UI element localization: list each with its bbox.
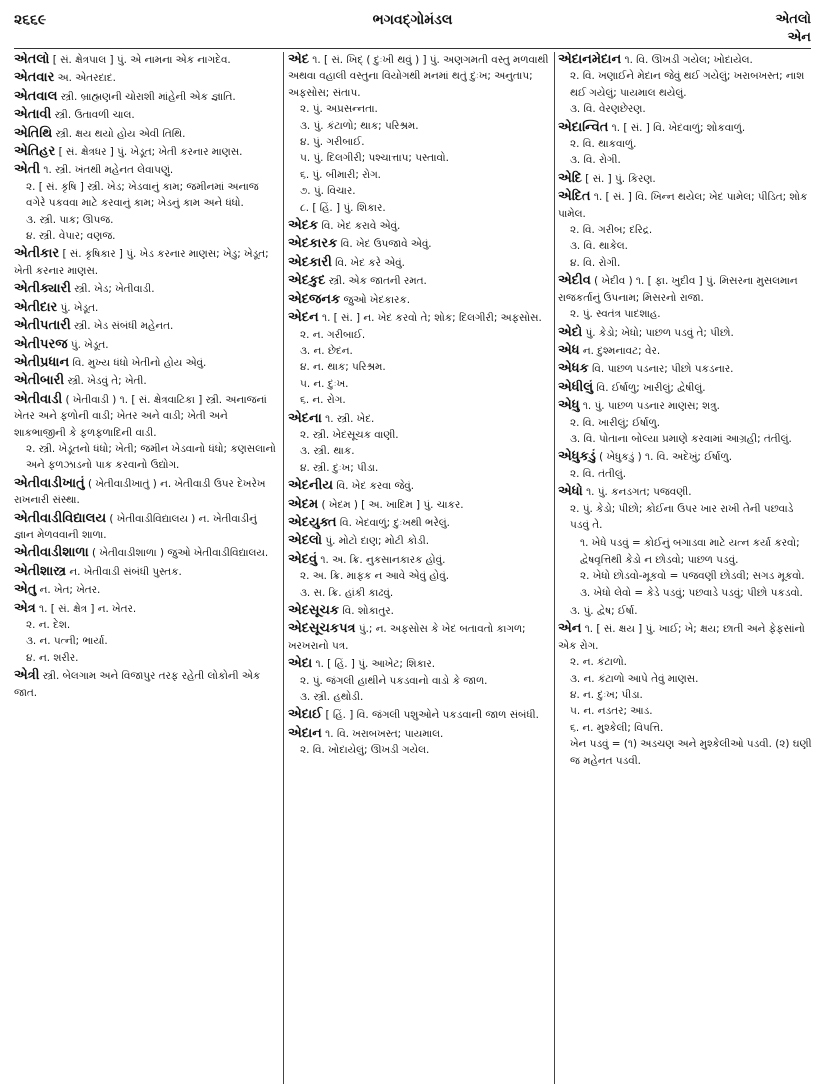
sub-sense: ૪. ન. શરીર. — [26, 651, 79, 664]
sub-sense: ૩. ખેધો લેવો = કેડે પડવું; પછવાડે પડવું; પીછો પકડવો. — [580, 586, 803, 599]
definition: ( ખેદમ ) [ અ. ખાદિમ ] પું. ચાકર. — [321, 498, 464, 511]
headword: એદન — [288, 310, 319, 326]
dictionary-entry — [558, 603, 814, 619]
sub-sense: ૩. વિ. રોગી. — [570, 154, 621, 167]
headword: એત્રી — [14, 668, 40, 684]
headword: એદનીય — [288, 478, 334, 494]
dictionary-entry — [558, 398, 814, 447]
sub-sense: ૩. ન. પત્ની; ભાર્યા. — [26, 635, 108, 648]
headword: એતલો — [14, 52, 50, 67]
sub-sense: ૪. ન. દુઃખ; પીડા. — [570, 689, 643, 702]
sub-sense: ૨. વિ. ગરીબ; દરિદ્ર. — [570, 224, 653, 237]
headword: એતીક્યારી — [14, 281, 71, 297]
dictionary-entry — [558, 535, 814, 601]
headword: એદિ — [558, 170, 582, 186]
sub-sense: ૨. વિ. ખોદાયેલું; ઊખડી ગયેલ. — [300, 744, 430, 757]
header-rule — [14, 48, 811, 49]
column-2 — [288, 52, 550, 1086]
definition: [ સં. ક્ષેત્રપાલ ] પું. એ નામના એક નાગદેવ. — [52, 54, 231, 66]
definition: સ્ત્રી. ક્ષય થયો હોય એવી તિથિ. — [55, 127, 186, 140]
definition: ન. ખેતીવાડી સંબંધી પુસ્તક. — [69, 565, 182, 578]
headword: એદાન્વિત — [558, 119, 609, 135]
definition: ૧. સ્ત્રી. ખેદ. — [325, 412, 375, 425]
dictionary-entry — [288, 236, 550, 252]
dictionary-entry — [558, 484, 814, 533]
sub-sense: ૪. વિ. રોગી. — [570, 256, 621, 269]
dictionary-entry — [288, 707, 550, 723]
definition: વિ. પાછળ પડનાર; પીછો પકડનાર. — [592, 363, 734, 376]
headword: એદસૂચકપત્ર — [288, 621, 356, 637]
definition: ૧. [ સં. ખિદ્ ( દુઃખી થવું ) ] પું. અણગમતી વસ્તુ મળવાથી અથવા વહાલી વસ્તુના વિયોગથી મનમાં થતું દુઃખ; અનુતાપ; અફસોસ; સંતાપ. — [288, 54, 549, 99]
headword: એતીબારી — [14, 373, 65, 389]
dictionary-entry — [288, 255, 550, 271]
dictionary-entry — [14, 373, 278, 389]
definition: વિ. ખેદ કરવા જેવું. — [336, 480, 415, 493]
definition: ૧. [ સં. ] વિ. ખિન્ન થયેલ; ખેદ પામેલ; પીડિત; શોક પામેલ. — [558, 191, 808, 220]
dictionary-entry — [558, 621, 814, 769]
sub-sense: ૩. વિ. વેરણછેરણ. — [570, 103, 646, 116]
headword: એધક — [558, 361, 589, 377]
dictionary-entry — [288, 603, 550, 619]
sub-sense: ૩. પું. કંટાળો; થાક; પરિશ્રમ. — [300, 119, 419, 132]
definition: ૧. વિ. ખરાબખસ્ત; પાયમાલ. — [325, 727, 444, 740]
sub-sense: ૨. વિ. તંતીલું. — [570, 467, 627, 480]
headword: એદીવ — [558, 273, 591, 289]
sub-sense: ૧. ખેધે પડવું = કોઈનું બગાડવા માટે યત્ન કર્યા કરવો; દ્વેષવૃત્તિથી કેડો ન છોડવો; પાછળ પડવું. — [580, 537, 800, 566]
sub-sense: ૪. સ્ત્રી. વેપાર; વણજ. — [26, 230, 116, 243]
sub-sense: ૨. વિ. ખણાઈને મેદાન જેવું થઈ ગયેલું; ખરાબખસ્ત; નાશ થઈ ગયેલું; પાયમાલ થયેલું. — [570, 70, 805, 99]
definition: વિ. ઈર્ષાળુ; ખારીલું; દ્વેષીલું. — [596, 381, 706, 394]
dictionary-entry — [288, 621, 550, 654]
definition: જુઓ ખેદકારક. — [343, 293, 411, 306]
sub-sense: ૮. [ હિં. ] પું. શિકાર. — [300, 201, 386, 214]
definition: ૧. પું. કનડગત; પજવણી. — [586, 486, 692, 499]
headword: એતીવાડીવિદ્યાલય — [14, 510, 107, 526]
headword: એતીકાર — [14, 246, 60, 262]
definition: ( ખેતીવાડી ) ૧. [ સં. ક્ષેત્રવાટિકા ] સ્ત્રી. અનાજનાં ખેતર અને ફળોની વાડી; ખેતર અને વાડી; ખેતી અને શાકભાજીની કે ફળફળાદિની વાડી. — [14, 393, 267, 439]
dictionary-entry — [14, 281, 278, 297]
definition: ( ખેદીવ ) ૧. [ ફા. ખુદીવ ] પું. મિસરના મુસલમાન રાજકર્તાનું ઉપનામ; મિસરનો રાજા. — [558, 275, 798, 304]
headword: એદકુદ — [288, 273, 326, 289]
headword: એદ — [288, 52, 309, 67]
dictionary-entry — [288, 52, 550, 216]
sub-sense: ૨. પું. અપ્રસન્નતા. — [300, 103, 378, 116]
sub-sense: ૨. વિ. ખારીલું; ઈર્ષાળુ. — [570, 416, 661, 429]
definition: [ હિં. ] વિ. જંગલી પશુઓને પકડવાની જાળ સંબંધી. — [325, 709, 539, 722]
definition: ૧. [ સં. ] વિ. ખેદવાળું; શોકવાળું. — [611, 121, 746, 134]
headword: એદસૂચક — [288, 603, 340, 618]
sub-sense: ૪. પું. ગરીબાઈ. — [300, 136, 365, 149]
dictionary-entry — [14, 337, 278, 353]
headword: એદક — [288, 218, 319, 234]
dictionary-entry — [288, 292, 550, 308]
column-divider — [283, 52, 284, 1084]
dictionary-entry — [14, 126, 278, 142]
definition: ( ખેતીવાડીવિદ્યાલય ) ન. ખેતીવાડીનું જ્ઞાન મેળવવાની શાળા. — [14, 512, 257, 541]
sub-sense: ૩. સ્ત્રી. થાક. — [300, 445, 355, 458]
headword: એદકારક — [288, 236, 338, 252]
dictionary-entry — [288, 515, 550, 531]
sub-sense: ૨. વિ. થાકવાળું. — [570, 138, 637, 151]
headword: એતીવાડી — [14, 391, 63, 407]
definition: ન. ખેત; ખેતર. — [39, 584, 101, 597]
headword: એદિત — [558, 189, 591, 205]
definition: ૧. [ સં. ] ન. ખેદ કરવો તે; શોક; દિલગીરી; અફસોસ. — [321, 312, 542, 325]
dictionary-entry — [558, 361, 814, 377]
definition: પું. ખેડૂત. — [70, 338, 109, 351]
definition: પું.; ન. અફસોસ કે ખેદ બતાવતો કાગળ; ખરખરાનો પત્ર. — [288, 623, 526, 652]
definition: વિ. ખેદ કરાવે એવું. — [321, 220, 401, 233]
sub-sense: ૨. ન. કંટાળો. — [570, 656, 627, 669]
dictionary-entry — [14, 355, 278, 371]
dictionary-entry — [288, 411, 550, 477]
sub-sense: ૪. સ્ત્રી. દુઃખ; પીડા. — [300, 461, 379, 474]
column-1 — [14, 52, 278, 1086]
sub-sense: ૩. વિ. થાકેલ. — [570, 240, 628, 253]
dictionary-entry — [14, 70, 278, 86]
dictionary-entry — [14, 392, 278, 474]
sub-sense: ૩. સ્ત્રી. હથોડી. — [300, 691, 364, 704]
headword: એદાનમેદાન — [558, 52, 622, 67]
headword: એતિથિ — [14, 125, 53, 141]
headword: એતીવાડીખાતું — [14, 475, 85, 491]
headword: એતવાર — [14, 70, 55, 86]
definition: સ્ત્રી. એક જાતની રમત. — [328, 275, 427, 288]
sub-sense: ૨. અ. ક્રિ. માફક ન આવે એવું હોવું. — [300, 570, 450, 583]
headword: એદા — [288, 656, 313, 672]
definition: વિ. મુખ્ય ધંધો ખેતીનો હોય એવું. — [72, 356, 207, 369]
definition: સ્ત્રી. ખેડ; ખેતીવાડી. — [74, 283, 155, 296]
dictionary-entry — [14, 318, 278, 334]
headword: એદના — [288, 410, 322, 426]
sub-sense: ૨. પું. કેડો; પીછો; કોઈના ઉપર ખાર રાખી તેની પછવાડે પડવું તે. — [570, 502, 794, 531]
definition: સ્ત્રી. ખેડ સંબંધી મહેનત. — [74, 320, 174, 333]
definition: પું. મોટો દાણ; મોટી કોડી. — [325, 535, 429, 548]
definition: ન. દુશ્મનાવટ; વેર. — [582, 344, 661, 357]
dictionary-entry — [288, 218, 550, 234]
dictionary-entry — [14, 668, 278, 701]
headword: એતી — [14, 162, 41, 178]
headword: એધુકડું — [558, 449, 596, 465]
definition: ( ખેતીવાડીશાળા ) જુઓ ખેતીવાડીવિદ્યાલય. — [92, 547, 269, 560]
definition: ( ખેતીવાડીખાતું ) ન. ખેતીવાડી ઉપર દેખરેખ રાખનારી સંસ્થા. — [14, 477, 266, 507]
dictionary-entry — [14, 545, 278, 561]
dictionary-entry — [288, 533, 550, 549]
dictionary-entry — [558, 380, 814, 396]
headword: એદાન — [288, 725, 322, 741]
column-divider — [554, 52, 555, 1084]
sub-sense: ૨. પું. જંગલી હાથીને પકડવાનો વાડો કે જાળ. — [300, 674, 488, 687]
dictionary-entry — [288, 726, 550, 759]
dictionary-entry — [288, 552, 550, 601]
headword: એધુ — [558, 398, 580, 414]
sub-sense: ૨. સ્ત્રી. ખેદસૂચક વાણી. — [300, 428, 399, 441]
dictionary-entry — [558, 449, 814, 482]
sub-sense: ૪. ન. થાક; પરિશ્રમ. — [300, 361, 386, 374]
headword: એદલો — [288, 533, 323, 549]
sub-sense: ૬. ન. મુશ્કેલી; વિપત્તિ. — [570, 721, 664, 734]
dictionary-entry — [288, 310, 550, 408]
dictionary-entry — [14, 476, 278, 509]
dictionary-entry — [14, 300, 278, 316]
definition: અ. એતરદાદ. — [57, 72, 116, 85]
sub-sense: ૫. ન. દુઃખ. — [300, 377, 349, 390]
definition: ૧. પું. પાછળ પડનાર માણસ; શત્રુ. — [582, 400, 720, 413]
headword: એતવાલ — [14, 88, 58, 104]
definition: [ સં. કૃષિકાર ] પું. ખેડ કરનાર માણસ; ખેડુ; ખેડૂત; ખેતી કરનાર માણસ. — [14, 248, 269, 277]
headword: એદજનક — [288, 291, 341, 307]
definition: પું. ખેડૂત. — [60, 301, 99, 314]
sub-sense: ૩. પું. દ્વેષ; ઈર્ષા. — [570, 605, 638, 617]
headword: એદયુક્ત — [288, 514, 337, 530]
dictionary-entry — [558, 120, 814, 169]
headword: એદાઈ — [288, 707, 323, 723]
dictionary-entry — [14, 582, 278, 598]
sub-sense: ૩. વિ. પોતાના બોલ્યા પ્રમાણે કરવામાં આગ્રહી; તંતીલું. — [570, 432, 792, 445]
book-title: ભગવદ્ગોમંડલ — [372, 12, 453, 28]
page-number: ૨૬૬૯ — [14, 12, 47, 28]
definition: વિ. ખેદવાળું; દુઃખથી ભરેલું. — [339, 516, 450, 529]
definition: પું. કેડો; ખેધો; પાછળ પડવું તે; પીછો. — [585, 326, 734, 339]
headword: એત્ર — [14, 600, 36, 616]
sub-sense: ૩. સ. ક્રિ. હાંકી કાઢવું. — [300, 586, 394, 599]
headword: એધીલું — [558, 379, 594, 395]
headword: એતીદાર — [14, 299, 58, 315]
dictionary-entry — [558, 273, 814, 322]
definition: વિ. શોકાતુર. — [342, 605, 394, 617]
guide-word-last: એન — [787, 30, 811, 45]
dictionary-entry — [14, 246, 278, 279]
headword: એતાવી — [14, 107, 52, 123]
definition: ૧. [ હિં. ] પું. આખેટ; શિકાર. — [315, 658, 436, 671]
headword: એતીવાડીશાળા — [14, 545, 89, 561]
sub-sense: ૫. પું. દિલગીરી; પશ્ચાત્તાપ; પસ્તાવો. — [300, 152, 449, 165]
sub-sense: ૩. સ્ત્રી. પાક; ઊપજ. — [26, 213, 114, 226]
dictionary-entry — [14, 52, 278, 68]
definition: [ સં. ] પું. કિરણ. — [585, 172, 656, 185]
definition: સ્ત્રી. બેલગામ અને વિજાપુર તરફ રહેતી લોકોની એક જાત. — [14, 670, 261, 699]
sub-sense: ૨. ન. ગરીબાઈ. — [300, 328, 366, 341]
sub-sense: ખેન પડવું = (૧) અડચણ અને મુશ્કેલીઓ પડવી. (૨) ઘણી જ મહેનત પડવી. — [570, 738, 812, 767]
sub-sense: ૫. ન. નડતર; આડ. — [570, 705, 653, 718]
dictionary-entry — [558, 189, 814, 271]
definition: ૧. વિ. ઊખડી ગયેલ; ખોદાયેલ. — [624, 54, 753, 66]
dictionary-entry — [288, 656, 550, 705]
dictionary-entry — [14, 89, 278, 105]
definition: ૧. [ સં. ક્ષેત્ર ] ન. ખેતર. — [39, 602, 137, 615]
dictionary-entry — [288, 478, 550, 494]
headword: એતીપરજ — [14, 336, 68, 352]
definition: સ્ત્રી. ઉતાવળી ચાલ. — [54, 109, 135, 122]
definition: ૧. સ્ત્રી. ખંતથી મહેનત લેવાપણું. — [43, 164, 174, 177]
sub-sense: ૨. સ્ત્રી. ખેડૂતનો ધંધો; ખેતી; જમીન ખેડવાનો ધંધો; કણસલાનો અને ફળઝાડનો પાક કરવાનો ઉદ્યોગ. — [26, 442, 276, 472]
sub-sense: ૨. ખેધો છોડવો-મૂકવો = પજવણી છોડવી; સગડ મૂકવો. — [580, 570, 805, 583]
sub-sense: ૬. પું. બીમારી; રોગ. — [300, 168, 381, 181]
headword: એદમ — [288, 496, 319, 512]
sub-sense: ૨. પું. સ્વતંત્ર પાદશાહ. — [570, 308, 661, 321]
definition: સ્ત્રી. બ્રાહ્મણની ચોરાશી માંહેની એક જ્ઞાતિ. — [60, 90, 236, 103]
headword: એધ — [558, 342, 580, 358]
dictionary-entry — [14, 144, 278, 160]
dictionary-entry — [14, 601, 278, 667]
definition: [ સં. ક્ષેત્રધર ] પું. ખેડૂત; ખેતી કરનાર માણસ. — [58, 146, 243, 159]
definition: સ્ત્રી. ખેડવું તે; ખેતી. — [67, 375, 147, 388]
definition: વિ. ખેદ કરે એવું. — [335, 256, 405, 269]
column-3 — [558, 52, 814, 1086]
dictionary-entry — [14, 162, 278, 244]
guide-word-first: એતલો — [775, 12, 811, 27]
sub-sense: ૭. પું. વિચાર. — [300, 185, 356, 198]
sub-sense: ૩. ન. છેદન. — [300, 344, 353, 357]
dictionary-entry — [558, 343, 814, 359]
sub-sense: ૬. ન. રોગ. — [300, 394, 346, 407]
headword: એતુ — [14, 582, 37, 598]
headword: એતીપ્રધાન — [14, 354, 70, 370]
headword: એદવું — [288, 551, 318, 567]
headword: એતીપતારી — [14, 318, 71, 334]
dictionary-entry — [14, 564, 278, 580]
headword: એતિહર — [14, 144, 56, 160]
headword: એન — [558, 621, 582, 637]
sub-sense: ૨. ન. દેશ. — [26, 619, 71, 631]
headword: એદકારી — [288, 254, 332, 270]
headword: એદો — [558, 324, 583, 340]
dictionary-entry — [14, 511, 278, 544]
page-header — [14, 8, 811, 48]
definition: ૧. અ. ક્રિ. નુકસાનકારક હોવું. — [320, 553, 446, 566]
dictionary-entry — [558, 52, 814, 118]
definition: ( ખેધુકડું ) ૧. વિ. અદેખું; ઈર્ષાળુ. — [599, 451, 733, 464]
dictionary-entry — [558, 171, 814, 187]
dictionary-entry — [14, 107, 278, 123]
headword: એતીશાસ્ત્ર — [14, 563, 67, 579]
headword: એધો — [558, 484, 583, 500]
dictionary-entry — [558, 325, 814, 341]
sub-sense: ૨. [ સં. કૃષિ ] સ્ત્રી. ખેડ; ખેડવાનું કામ; જમીનમાં અનાજ વગેરે પકવવા માટે કરવાનું કામ; ખેડનું કામ અને ધંધો. — [26, 180, 259, 210]
sub-sense: ૩. ન. કંટાળો આપે તેવું માણસ. — [570, 672, 699, 685]
dictionary-entry — [288, 273, 550, 289]
definition: વિ. ખેદ ઉપજાવે એવું. — [340, 238, 432, 251]
dictionary-entry — [288, 497, 550, 513]
definition: ૧. [ સં. ક્ષય ] પું. ખાઈ; ખે; ક્ષય; છાતી અને ફેફસાંનો એક રોગ. — [558, 623, 805, 652]
